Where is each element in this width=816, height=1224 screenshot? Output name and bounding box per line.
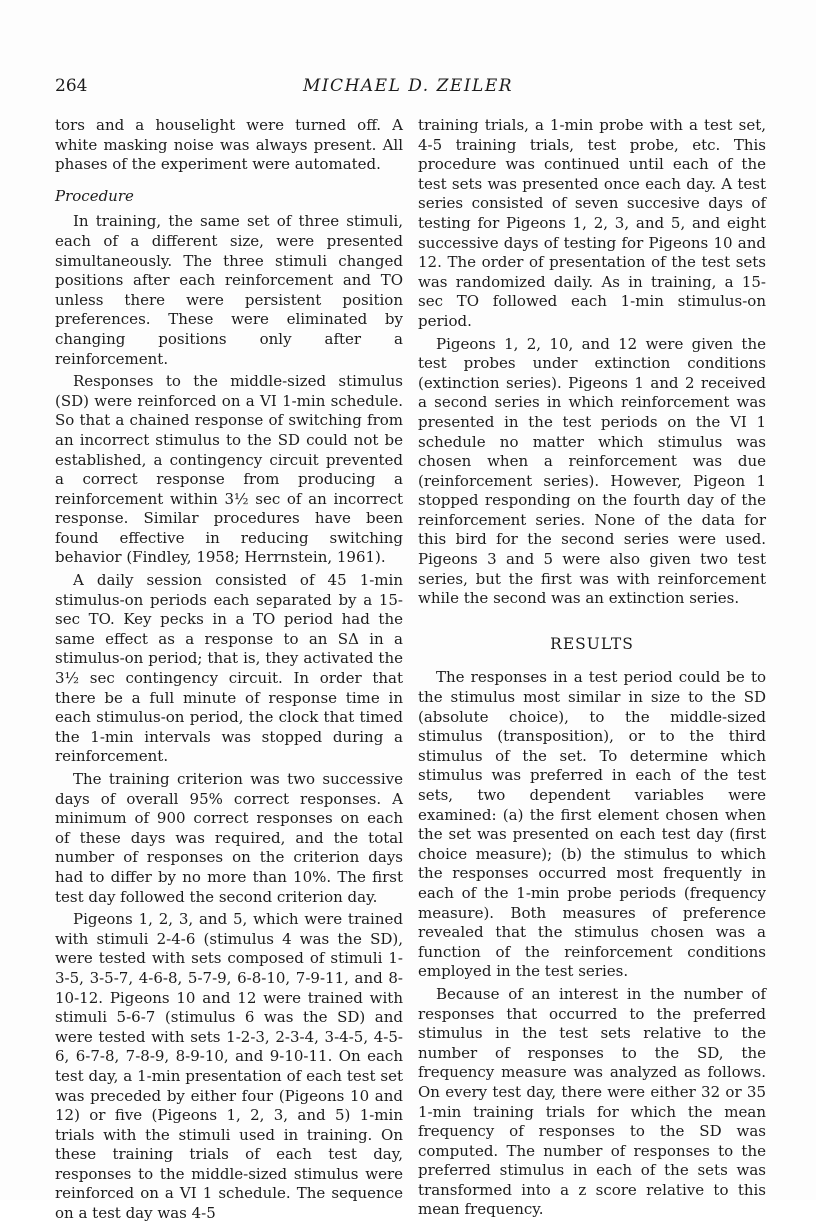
right-column xyxy=(418,116,766,1220)
paragraph-criterion: The training criterion was two successive days of overall 95% correct responses. A minimum of 900 correct responses on each of these days was required, and the total number of responses on the criterion days had to differ by no more than 10%. The first test day followed the second criterion day. xyxy=(55,770,403,906)
running-head: MICHAEL D. ZEILER xyxy=(302,76,514,96)
page-header xyxy=(55,76,761,98)
paragraph-pigeons: Pigeons 1, 2, 3, and 5, which were trained with stimuli 2-4-6 (stimulus 4 was the SD), were tested with sets composed of stimuli 1-3-5, 3-5-7, 4-6-8, 5-7-9, 6-8-10, 7-9-11, and 8-10-12. Pigeons 10 and 12 were trained with stimuli 5-6-7 (stimulus 6 was the SD) and were tested with sets 1-2-3, 2-3-4, 3-4-5, 4-5-6, 6-7-8, 7-8-9, 8-9-10, and 9-10-11. On each test day, a 1-min presentation of each test set was preceded by either four (Pigeons 10 and 12) or five (Pigeons 1, 2, 3, and 5) 1-min trials with the stimuli used in training. On these training trials of each test day, responses to the middle-sized stimulus were reinforced on a VI 1 schedule. The sequence on a test day was 4-5 xyxy=(55,910,403,1223)
paragraph-training: In training, the same set of three stimuli, each of a different size, were presented simultaneously. The three stimuli changed positions after each reinforcement and TO unless there were persistent position preferences. These were eliminated by changing positions only after a reinforcement. xyxy=(55,212,403,368)
paragraph-results: The responses in a test period could be to the stimulus most similar in size to the SD (absolute choice), to the middle-sized stimulus (transposition), or to the third stimulus of the set. To determine which stimulus was preferred in each of the test sets, two dependent variables were examined: (a) the first element chosen when the set was presented on each test day (first choice measure); (b) the stimulus to which the responses occurred most frequently in each of the 1-min probe periods (frequency measure). Both measures of preference revealed that the stimulus chosen was a function of the reinforcement conditions employed in the test series. xyxy=(418,668,766,981)
left-column xyxy=(55,116,403,1224)
paragraph-interest: Because of an interest in the number of responses that occurred to the preferred stimulus in the test sets relative to the number of responses to the SD, the frequency measure was analyzed as follows. On every test day, there were either 32 or 35 1-min training trials for which the mean frequency of responses to the SD was computed. The number of responses to the preferred stimulus in each of the sets was transformed into a z score relative to this mean frequency. xyxy=(418,984,766,1219)
procedure-heading: Procedure xyxy=(55,186,134,205)
paragraph-extinction: Pigeons 1, 2, 10, and 12 were given the test probes under extinction conditions (extinction series). Pigeons 1 and 2 received a second series in which reinforcement was presented in the test periods on the VI 1 schedule no matter which stimulus was chosen when a reinforcement was due (reinforcement series). However, Pigeon 1 stopped responding on the fourth day of the reinforcement series. None of the data for this bird for the second series were used. Pigeons 3 and 5 were also given two test series, but the first was with reinforcement while the second was an extinction series. xyxy=(418,334,766,608)
paragraph-continued: tors and a houselight were turned off. A white masking noise was always present. All phases of the experiment were automated. xyxy=(55,116,403,174)
paragraph-daily-session: A daily session consisted of 45 1-min stimulus-on periods each separated by a 15-sec TO. Key pecks in a TO period had the same effect as a response to an SΔ in a stimulus-on period; that is, they activated the 3½ sec contingency circuit. In order that there be a full minute of response time in each stimulus-on period, the clock that timed the 1-min intervals was stopped during a reinforcement. xyxy=(55,571,403,766)
paragraph-sequence: training trials, a 1-min probe with a test set, 4-5 training trials, test probe, etc. This procedure was continued until each of the test sets was presented once each day. A test series consisted of seven succesive days of testing for Pigeons 1, 2, 3, and 5, and eight successive days of testing for Pigeons 10 and 12. The order of presentation of the test sets was randomized daily. As in training, a 15-sec TO followed each 1-min stimulus-on period. xyxy=(418,116,766,330)
results-heading: RESULTS xyxy=(550,634,634,653)
paragraph-responses: Responses to the middle-sized stimulus (SD) were reinforced on a VI 1-min schedule. So that a chained response of switching from an incorrect stimulus to the SD could not be established, a contingency circuit prevented a correct response from producing a reinforcement within 3½ sec of an incorrect response. Similar procedures have been found effective in reducing switching behavior (Findley, 1958; Herrnstein, 1961). xyxy=(55,372,403,567)
page-number: 264 xyxy=(55,76,88,96)
